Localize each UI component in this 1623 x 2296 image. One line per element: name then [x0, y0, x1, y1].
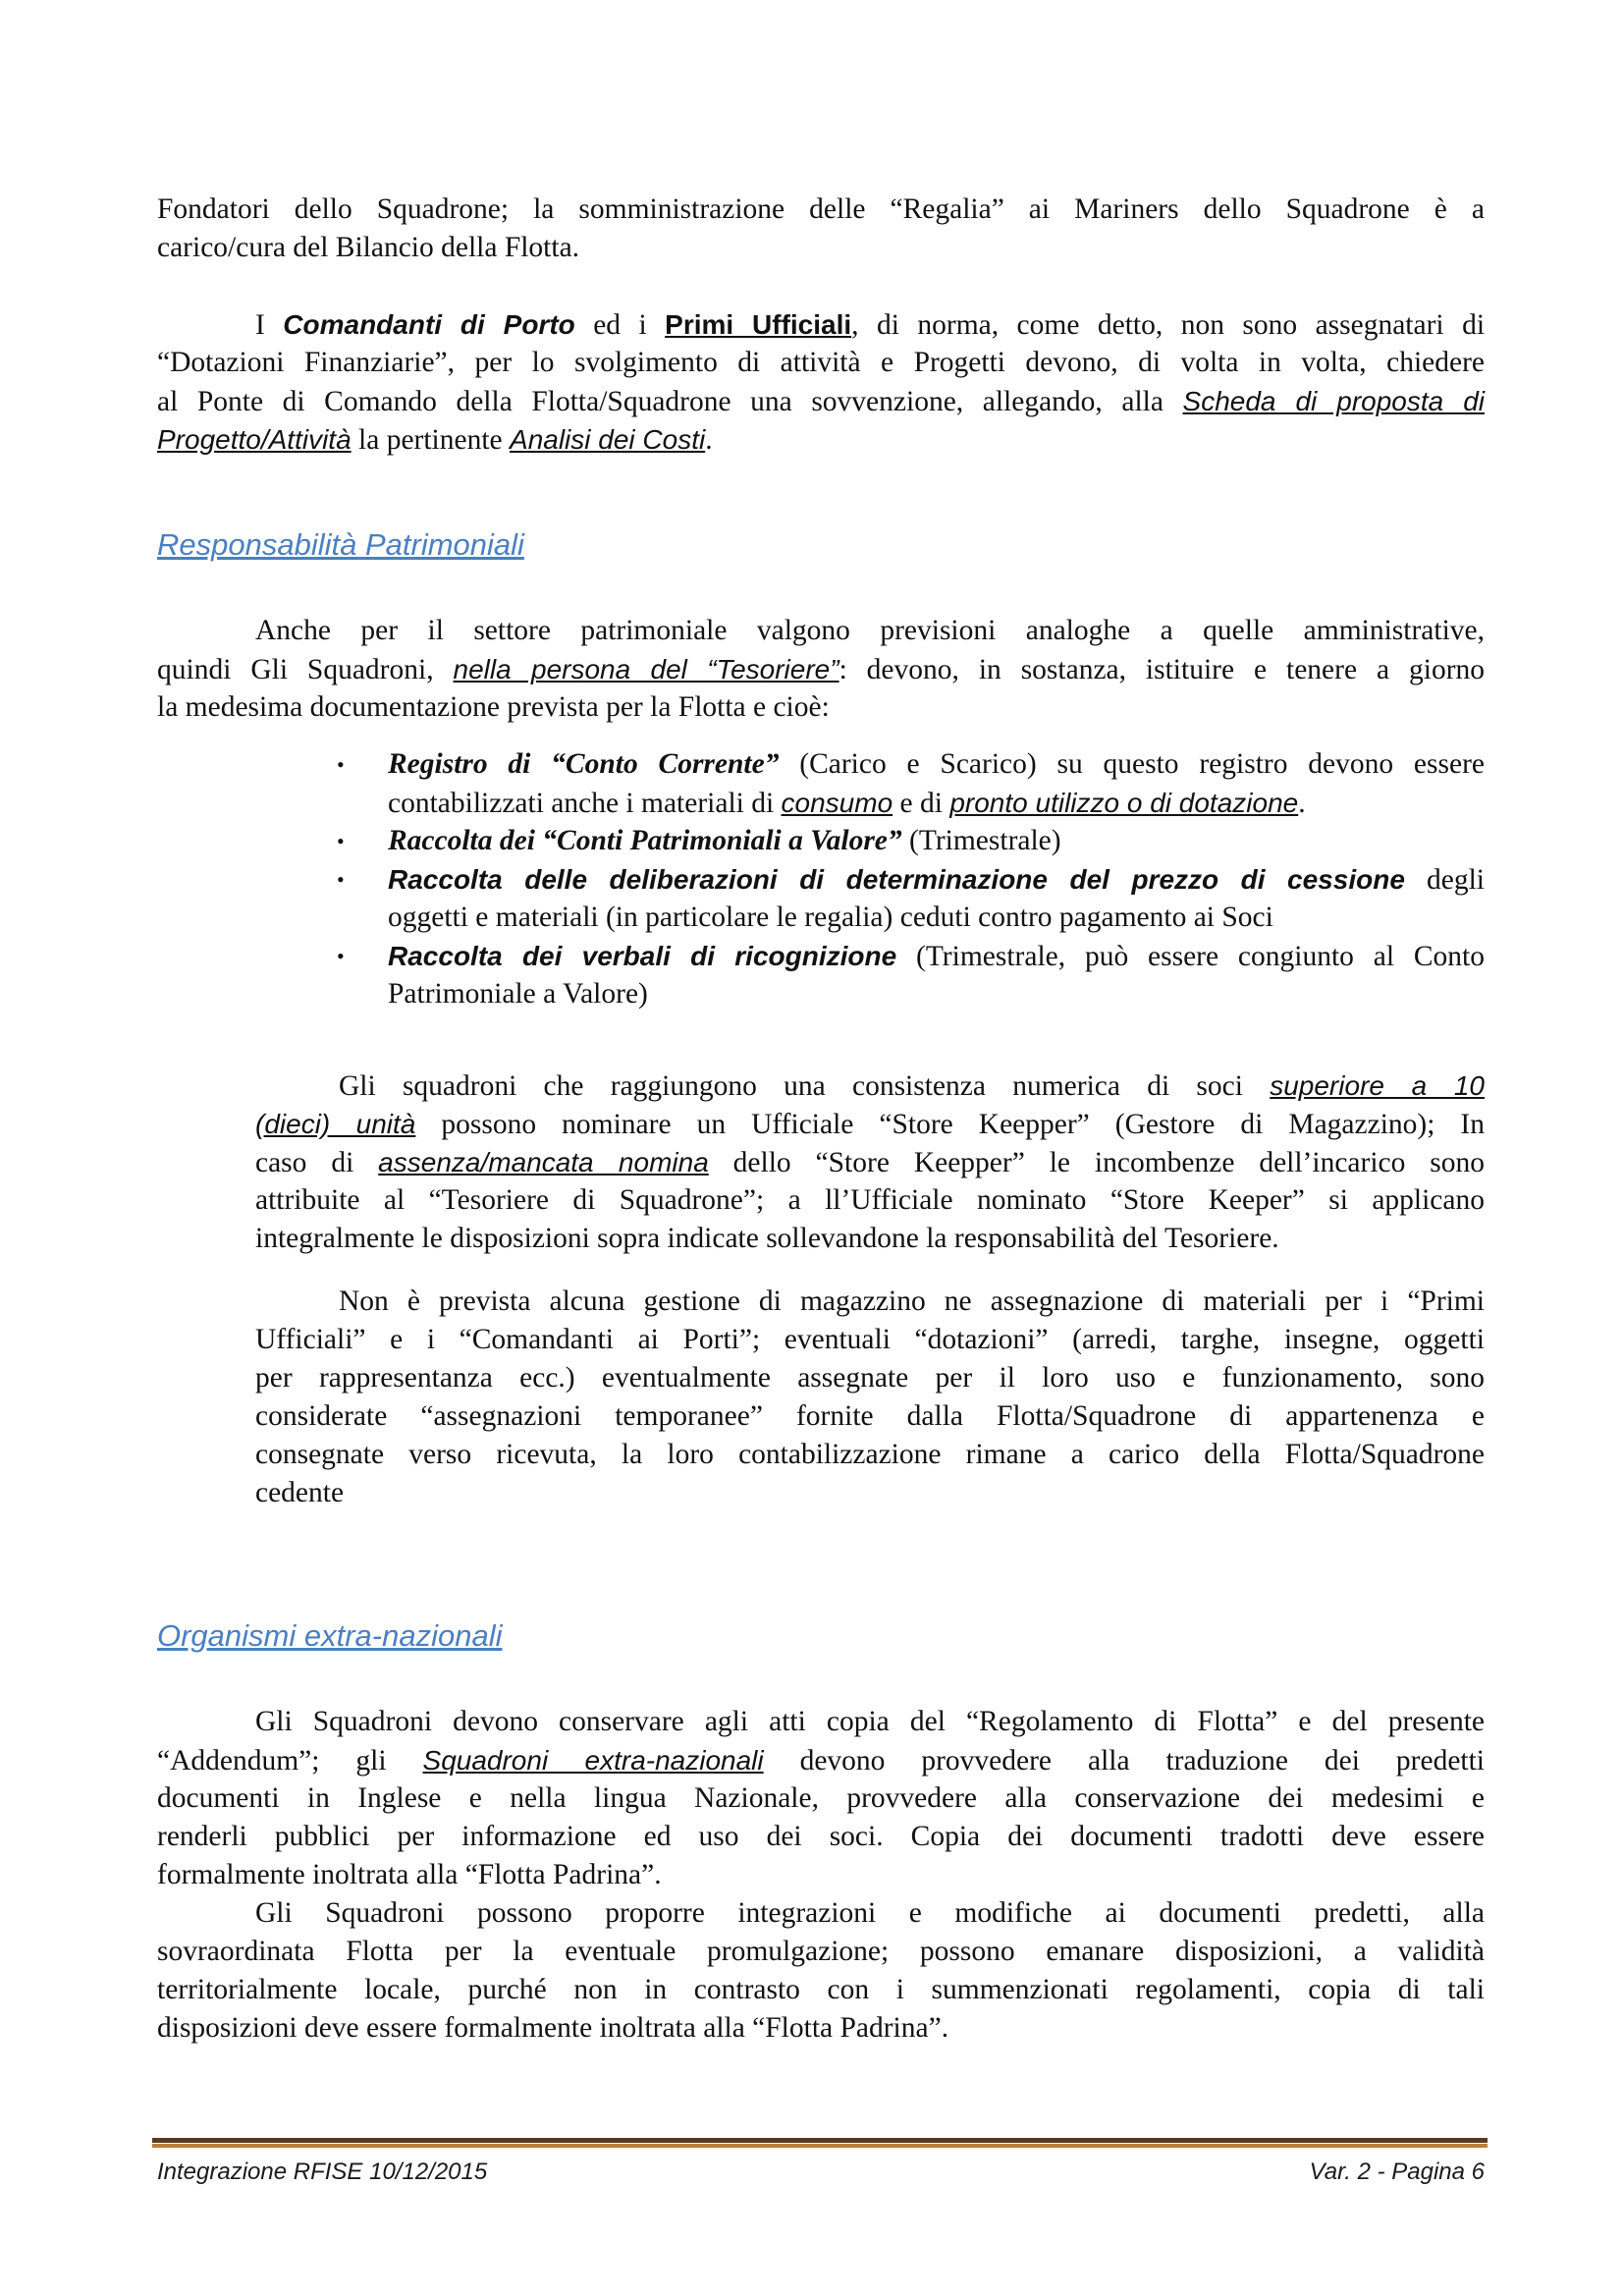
term-conti-patrimoniali: Raccolta dei “Conti Patrimoniali a Valore” — [388, 825, 902, 856]
link-assenza-nomina[interactable]: assenza/mancata nomina — [378, 1147, 709, 1177]
section-heading-extra-nazionali: Organismi extra-nazionali — [157, 1618, 503, 1653]
list-item — [157, 860, 1485, 899]
text-line: documenti in Inglese e nella lingua Nazionale, provvedere alla conservazione dei medesimi e — [157, 1782, 1485, 1814]
paragraph-extra-1 — [157, 1703, 1485, 1894]
link-consumo[interactable]: consumo — [781, 788, 893, 818]
link-dieci-unita[interactable]: (dieci) unità — [255, 1109, 416, 1139]
term-comandanti-di-porto: Comandanti di Porto — [283, 309, 575, 340]
bullet-icon: • — [337, 829, 345, 853]
text-run: I — [255, 309, 284, 341]
list-item — [157, 745, 1485, 784]
text-line — [157, 420, 1485, 459]
text-run: possono nominare un Ufficiale “Store Keepper” (Gestore di Magazzino); In — [415, 1109, 1486, 1140]
link-squadroni-extra-nazionali[interactable]: Squadroni extra-nazionali — [422, 1745, 764, 1776]
text-run: degli — [1404, 864, 1485, 896]
text-line — [255, 1105, 1485, 1143]
text-line: disposizioni deve essere formalmente inoltrata alla “Flotta Padrina”. — [157, 2012, 949, 2044]
text-line: per rappresentanza ecc.) eventualmente assegnate per il loro uso e funzionamento, sono — [255, 1362, 1485, 1394]
paragraph-patrimoniali-3 — [255, 1283, 1485, 1512]
paragraph-patrimoniali-1 — [157, 612, 1485, 727]
term-primi-ufficiali: Primi Ufficiali — [665, 309, 852, 340]
paragraph-comandanti — [157, 305, 1485, 459]
text-run: al Ponte di Comando della Flotta/Squadrone una sovvenzione, allegando, alla — [157, 386, 1183, 417]
text-run: caso di — [255, 1147, 379, 1178]
text-line: Ufficiali” e i “Comandanti ai Porti”; eventuali “dotazioni” (arredi, targhe, insegne, oggetti — [255, 1324, 1485, 1355]
footer-rule — [152, 2138, 1488, 2143]
bullet-icon: • — [337, 944, 345, 968]
paragraph-intro — [157, 191, 1485, 267]
link-scheda-proposta[interactable]: Scheda di proposta di — [1182, 386, 1485, 416]
list-item-continuation: oggetti e materiali (in particolare le regalia) ceduti contro pagamento ai Soci — [388, 902, 1273, 933]
text-line: cedente — [255, 1477, 345, 1508]
text-line: consegnate verso ricevuta, la loro contabilizzazione rimane a carico della Flotta/Squadrone — [255, 1439, 1485, 1470]
link-analisi-costi[interactable]: Analisi dei Costi — [510, 424, 706, 455]
text-line — [255, 1066, 1485, 1105]
text-run: . — [705, 424, 713, 456]
link-progetto-attivita[interactable]: Progetto/Attività — [157, 424, 352, 455]
text-run: (Trimestrale) — [901, 825, 1061, 856]
bullet-icon: • — [337, 752, 345, 777]
footer-page-number: Var. 2 - Pagina 6 — [1309, 2159, 1485, 2185]
text-line — [157, 650, 1485, 688]
page-footer — [157, 2159, 1485, 2186]
text-line: Anche per il settore patrimoniale valgono previsioni analoghe a quelle amministrative, — [255, 615, 1485, 646]
text-run: ed i — [574, 309, 666, 341]
term-deliberazioni-prezzo: Raccolta delle deliberazioni di determinazione del prezzo di cessione — [388, 864, 1405, 895]
paragraph-patrimoniali-2 — [255, 1066, 1485, 1258]
text-line: sovraordinata Flotta per la eventuale promulgazione; possono emanare disposizioni, a validità — [157, 1936, 1485, 1967]
text-run: la pertinente — [351, 424, 511, 456]
text-line: Gli Squadroni devono conservare agli atti copia del “Regolamento di Flotta” e del presente — [255, 1706, 1485, 1737]
text-line: attribuite al “Tesoriere di Squadrone”; a ll’Ufficiale nominato “Store Keeper” si applicano — [255, 1184, 1485, 1216]
text-line: territorialmente locale, purché non in contrasto con i summenzionati regolamenti, copia di tali — [157, 1974, 1485, 2005]
bullet-list — [157, 745, 1485, 1013]
text-run: : devono, in sostanza, istituire e tenere a giorno — [839, 654, 1486, 685]
text-line — [157, 382, 1485, 420]
list-item-continuation: Patrimoniale a Valore) — [388, 978, 648, 1010]
text-run: devono provvedere alla traduzione dei predetti — [763, 1745, 1486, 1777]
link-superiore-10[interactable]: superiore a 10 — [1270, 1070, 1485, 1101]
text-line: Non è prevista alcuna gestione di magazzino ne assegnazione di materiali per i “Primi — [339, 1285, 1485, 1317]
text-run: “Addendum”; gli — [157, 1745, 423, 1777]
text-line: considerate “assegnazioni temporanee” fornite dalla Flotta/Squadrone di appartenenza e — [255, 1400, 1485, 1432]
bullet-icon: • — [337, 867, 345, 892]
text-run: . — [1298, 788, 1306, 819]
text-line: formalmente inoltrata alla “Flotta Padrina”. — [157, 1859, 662, 1890]
list-item — [157, 937, 1485, 975]
text-run: (Carico e Scarico) su questo registro devono essere — [779, 748, 1485, 780]
list-item — [157, 822, 1485, 860]
text-run: contabilizzati anche i materiali di — [388, 788, 782, 819]
text-run: (Trimestrale, può essere congiunto al Conto — [896, 941, 1485, 972]
text-line: carico/cura del Bilancio della Flotta. — [157, 232, 580, 263]
text-line: la medesima documentazione prevista per la Flotta e cioè: — [157, 691, 830, 723]
list-item-continuation — [157, 784, 1485, 822]
text-line — [157, 305, 1485, 344]
text-run: , di norma, come detto, non sono assegnatari di — [851, 309, 1486, 341]
footer-rule-accent — [152, 2144, 1488, 2148]
text-line: integralmente le disposizioni sopra indicate sollevandone la responsabilità del Tesoriere. — [255, 1223, 1279, 1254]
text-line: Fondatori dello Squadrone; la somministrazione delle “Regalia” ai Mariners dello Squadrone è a — [157, 193, 1485, 225]
text-run: dello “Store Keepper” le incombenze dell’incarico sono — [708, 1147, 1486, 1178]
section-heading-patrimoniali: Responsabilità Patrimoniali — [157, 527, 524, 562]
text-line: renderli pubblici per informazione ed uso dei soci. Copia dei documenti tradotti deve essere — [157, 1821, 1485, 1852]
term-registro-conto-corrente: Registro di “Conto Corrente” — [388, 748, 780, 780]
text-line: Gli Squadroni possono proporre integrazioni e modifiche ai documenti predetti, alla — [255, 1897, 1485, 1929]
text-line: “Dotazioni Finanziarie”, per lo svolgimento di attività e Progetti devono, di volta in volta, chiedere — [157, 347, 1485, 378]
paragraph-extra-2 — [157, 1894, 1485, 2048]
term-verbali-ricognizione: Raccolta dei verbali di ricognizione — [388, 941, 897, 971]
text-run: Gli squadroni che raggiungono una consistenza numerica di soci — [339, 1070, 1271, 1102]
link-persona-tesoriere[interactable]: nella persona del “Tesoriere” — [453, 654, 839, 684]
footer-document-id: Integrazione RFISE 10/12/2015 — [157, 2159, 488, 2185]
text-line — [255, 1143, 1485, 1181]
text-run: quindi Gli Squadroni, — [157, 654, 454, 685]
text-line — [157, 1741, 1485, 1779]
link-pronto-utilizzo[interactable]: pronto utilizzo o di dotazione — [949, 788, 1299, 818]
text-run: e di — [893, 788, 950, 819]
